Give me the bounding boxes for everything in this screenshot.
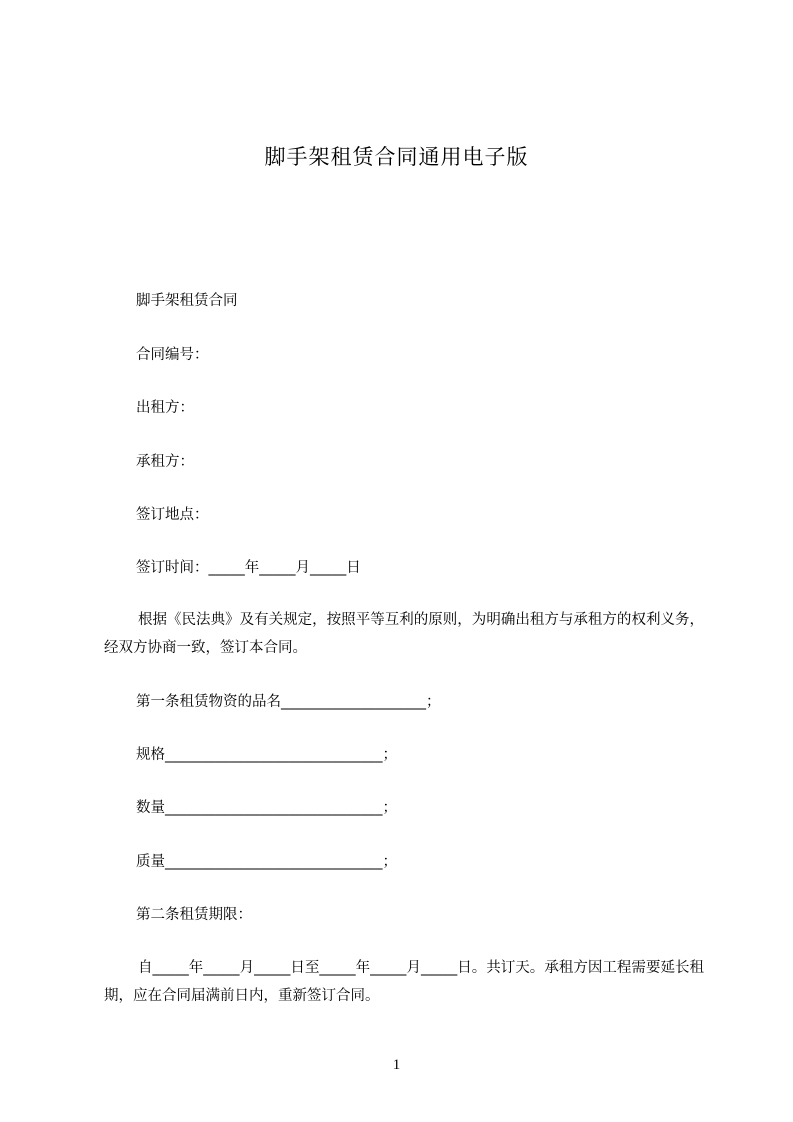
signing-date-line: 签订时间：_____年_____月_____日 [136, 560, 361, 576]
contract-number-line: 合同编号： [136, 347, 209, 363]
quantity-line: 数量______________________________； [136, 800, 397, 816]
document-title: 脚手架租赁合同通用电子版 [264, 145, 529, 169]
spec-line: 规格______________________________； [136, 747, 397, 763]
quality-line: 质量______________________________； [136, 854, 397, 870]
intro-paragraph: 根据《民法典》及有关规定，按照平等互利的原则，为明确出租方与承租方的权利义务，经双方协商一致，签订本合同。 [104, 612, 704, 656]
article2-heading: 第二条租赁期限： [136, 907, 252, 923]
page-number: 1 [392, 1057, 401, 1073]
signing-place-line: 签订地点： [136, 507, 209, 523]
article2-paragraph: 自_____年_____月_____日至_____年_____月_____日。共订天。承租方因工程需要延长租期，应在合同届满前日内，重新签订合同。 [104, 960, 704, 1004]
contract-name-line: 脚手架租赁合同 [136, 293, 238, 309]
lessor-line: 出租方： [136, 400, 194, 416]
lessee-line: 承租方： [136, 454, 194, 470]
article1-heading: 第一条租赁物资的品名____________________； [136, 694, 441, 710]
